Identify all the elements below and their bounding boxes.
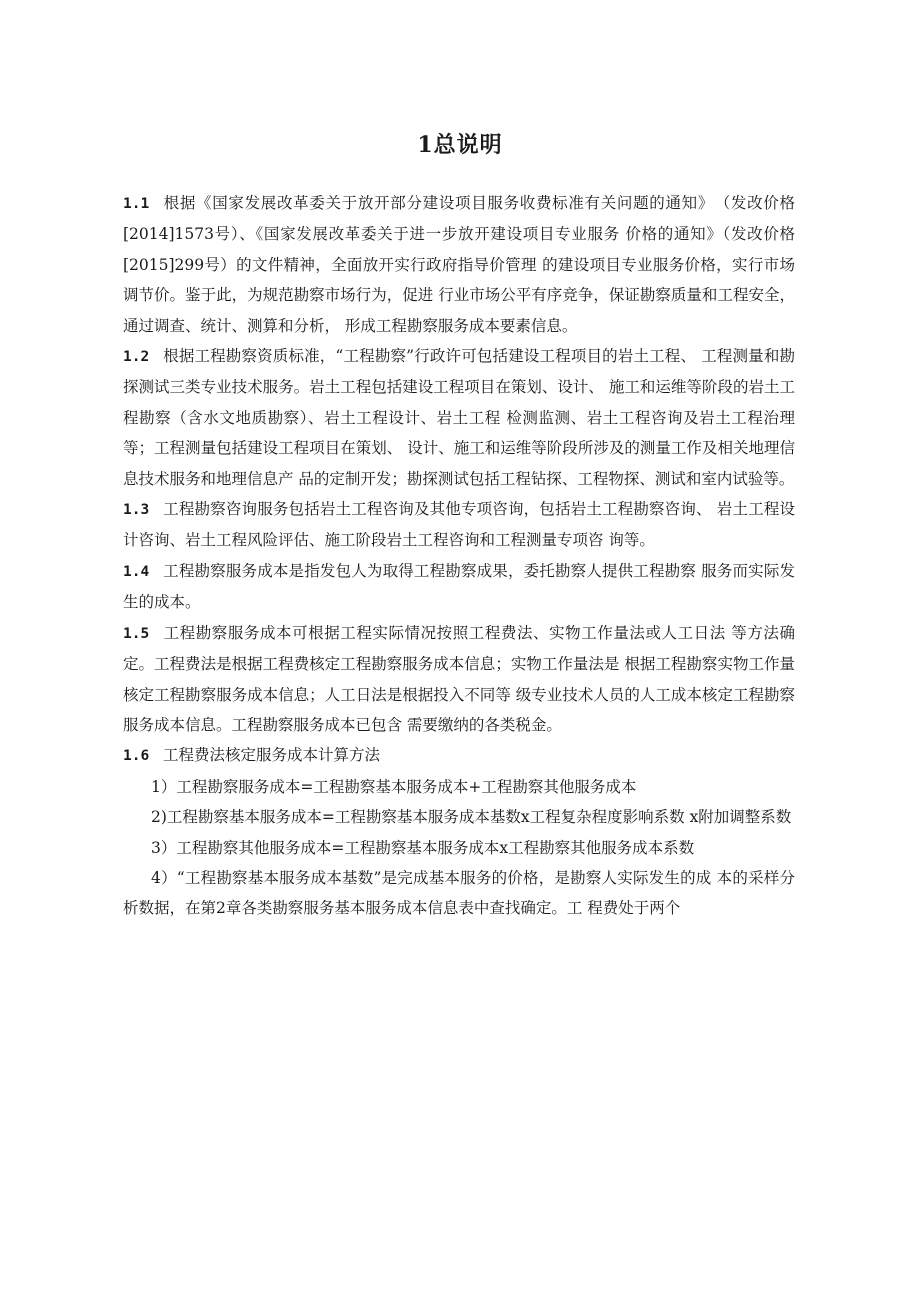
- page-title: 1总说明: [417, 132, 503, 158]
- section-1-3: [123, 494, 795, 556]
- document-body: [123, 188, 795, 924]
- section-text: 工程勘察服务成本是指发包人为取得工程勘察成果，委托勘察人提供工程勘察 服务而实际发生的成本。: [123, 561, 795, 612]
- section-text: 工程费法核定服务成本计算方法: [163, 746, 381, 765]
- section-1-4: [123, 556, 795, 618]
- section-1-6: [123, 740, 795, 771]
- section-text: 工程勘察服务成本可根据工程实际情况按照工程费法、实物工作量法或人工日法 等方法确定。工程费法是根据工程费核定工程勘察服务成本信息；实物工作量法是 根据工程勘察实物工作量核定工程勘察服务成本信息；人工日法是根据投入不同等 级专业技术人员的人工成本核定工程勘察服务成本信息。工程勘察服务成本已包含 需要缴纳的各类税金。: [123, 623, 795, 734]
- section-1-5: [123, 618, 795, 741]
- section-text: 根据工程勘察资质标准，“工程勘察”行政许可包括建设工程项目的岩土工程、 工程测量和勘探测试三类专业技术服务。岩土工程包括建设工程项目在策划、设计、 施工和运维等阶段的岩土工程勘察（含水文地质勘察）、岩土工程设计、岩土工程 检测监测、岩土工程咨询及岩土工程治理等；工程测量包括建设工程项目在策划、 设计、施工和运维等阶段所涉及的测量工作及相关地理信息技术服务和地理信息产 品的定制开发；勘探测试包括工程钻探、工程物探、测试和室内试验等。: [123, 347, 795, 488]
- formula-3: 3）工程勘察其他服务成本=工程勘察基本服务成本x工程勘察其他服务成本系数: [151, 838, 695, 857]
- section-number: 1.4: [123, 563, 150, 580]
- formula-1: 1）工程勘察服务成本=工程勘察基本服务成本+工程勘察其他服务成本: [151, 777, 637, 796]
- section-number: 1.2: [123, 349, 150, 366]
- formula-4: 4）“工程勘察基本服务成本基数”是完成基本服务的价格，是勘察人实际发生的成 本的采样分析数据，在第2章各类勘察服务基本服务成本信息表中查找确定。工 程费处于两个: [123, 868, 795, 918]
- section-number: 1.6: [123, 748, 150, 765]
- section-number: 1.1: [123, 196, 150, 212]
- section-number: 1.3: [123, 502, 150, 519]
- section-text: 工程勘察咨询服务包括岩土工程咨询及其他专项咨询，包括岩土工程勘察咨询、 岩土工程设计咨询、岩土工程风险评估、施工阶段岩土工程咨询和工程测量专项咨 询等。: [123, 500, 795, 550]
- formula-2: 2)工程勘察基本服务成本=工程勘察基本服务成本基数x工程复杂程度影响系数 x附加调整系数: [151, 808, 792, 827]
- section-text: 根据《国家发展改革委关于放开部分建设项目服务收费标准有关问题的通知》 （发改价格[2014]1573号）、《国家发展改革委关于进一步放开建设项目专业服务 价格的通知》（发改价格[2015]299号）的文件精神，全面放开实行政府指导价管理 的建设项目专业服务价格，实行市场调节价。鉴于此，为规范勘察市场行为，促进 行业市场公平有序竞争，保证勘察质量和工程安全，通过调查、统计、测算和分析， 形成工程勘察服务成本要素信息。: [123, 194, 795, 335]
- section-number: 1.5: [123, 625, 150, 642]
- section-1-1: [123, 188, 795, 341]
- section-1-2: [123, 341, 795, 494]
